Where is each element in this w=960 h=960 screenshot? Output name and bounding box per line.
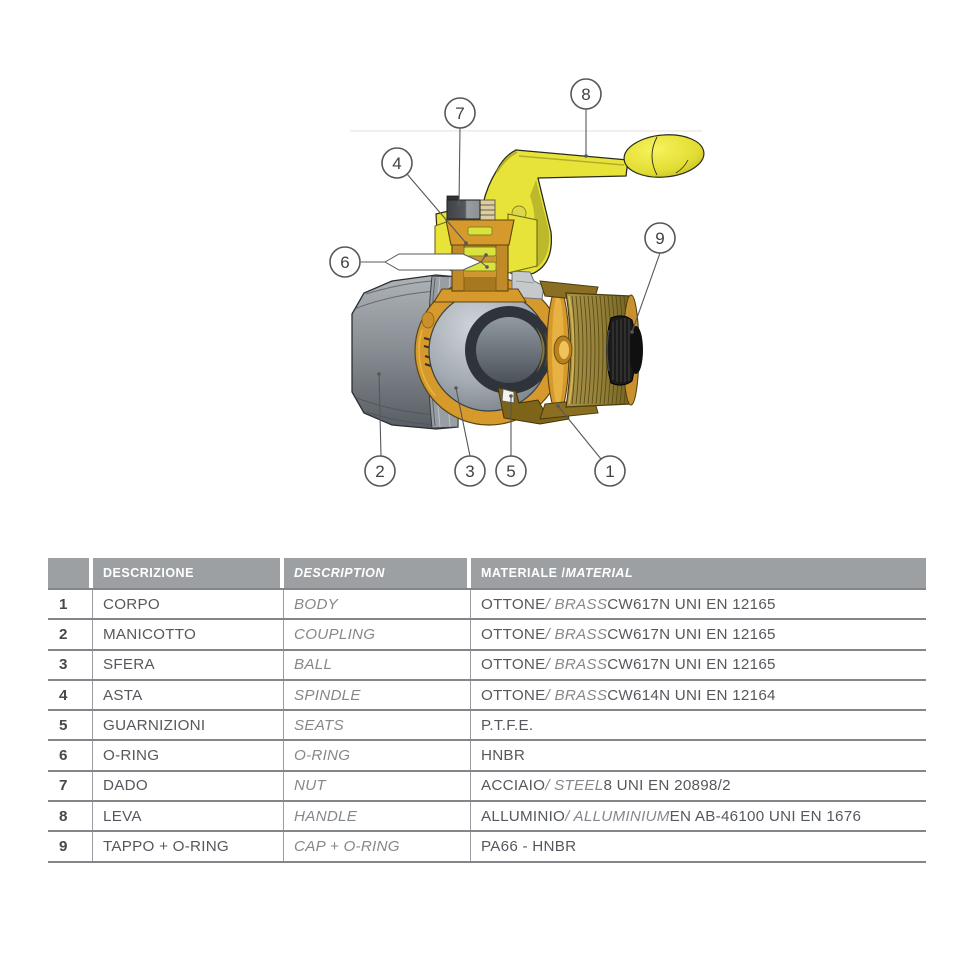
text-segment: / BRASS	[545, 656, 608, 674]
cell-descrizione: O-RING	[93, 741, 284, 769]
nut	[447, 196, 480, 219]
callout-label-5: 5	[506, 462, 516, 481]
text-segment: CW614N UNI EN 12164	[607, 686, 776, 704]
callout-label-1: 1	[605, 462, 615, 481]
cell-description: HANDLE	[284, 802, 471, 830]
text-segment: ACCIAIO	[481, 777, 546, 795]
callout-label-8: 8	[581, 85, 591, 104]
text-segment: / BRASS	[545, 686, 608, 704]
table-row	[48, 590, 926, 620]
cell-material	[471, 741, 926, 769]
parts-table	[48, 558, 926, 863]
table-row	[48, 711, 926, 741]
table-row	[48, 832, 926, 862]
cell-description: CAP + O-RING	[284, 832, 471, 860]
cell-description: BODY	[284, 590, 471, 618]
table-row	[48, 772, 926, 802]
text-segment: MATERIALE /	[481, 566, 566, 580]
cell-descrizione: SFERA	[93, 651, 284, 679]
callout-label-7: 7	[455, 104, 465, 123]
text-segment: CW617N UNI EN 12165	[607, 595, 776, 613]
cell-descrizione: GUARNIZIONI	[93, 711, 284, 739]
text-segment: CW617N UNI EN 12165	[607, 656, 776, 674]
cell-description: SEATS	[284, 711, 471, 739]
text-segment: CW617N UNI EN 12165	[607, 625, 776, 643]
cell-number: 8	[48, 802, 93, 830]
text-segment: PA66 - HNBR	[481, 838, 577, 856]
cell-number: 9	[48, 832, 93, 860]
cell-number: 4	[48, 681, 93, 709]
callout-label-2: 2	[375, 462, 385, 481]
text-segment: OTTONE	[481, 625, 546, 643]
cell-descrizione: TAPPO + O-RING	[93, 832, 284, 860]
table-header-row	[48, 558, 926, 590]
callout-label-6: 6	[340, 253, 350, 272]
cell-material	[471, 832, 926, 860]
text-segment: / BRASS	[545, 595, 608, 613]
text-segment: 8 UNI EN 20898/2	[603, 777, 731, 795]
callout-6-pointer	[385, 254, 481, 270]
cell-description: O-RING	[284, 741, 471, 769]
header-materiale	[471, 558, 926, 588]
cell-description: NUT	[284, 772, 471, 800]
text-segment: MATERIAL	[565, 566, 634, 580]
text-segment: ALLUMINIO	[481, 807, 566, 825]
cell-descrizione: CORPO	[93, 590, 284, 618]
table-row	[48, 620, 926, 650]
cell-material	[471, 711, 926, 739]
header-description: DESCRIPTION	[284, 558, 471, 588]
cell-number: 7	[48, 772, 93, 800]
cell-material	[471, 651, 926, 679]
table-row	[48, 741, 926, 771]
text-segment: / STEEL	[545, 777, 604, 795]
text-segment: P.T.F.E.	[481, 716, 534, 734]
text-segment: OTTONE	[481, 656, 546, 674]
cell-descrizione: DADO	[93, 772, 284, 800]
cell-description: COUPLING	[284, 620, 471, 648]
text-segment: / BRASS	[545, 625, 608, 643]
table-row	[48, 802, 926, 832]
table-row	[48, 681, 926, 711]
callout-label-9: 9	[655, 229, 665, 248]
cell-number: 5	[48, 711, 93, 739]
parts-table-body	[48, 590, 926, 863]
text-segment: OTTONE	[481, 595, 546, 613]
cell-number: 6	[48, 741, 93, 769]
table-row	[48, 651, 926, 681]
callout-label-3: 3	[465, 462, 475, 481]
text-segment: HNBR	[481, 747, 526, 765]
cell-descrizione: LEVA	[93, 802, 284, 830]
cell-description: BALL	[284, 651, 471, 679]
text-segment: OTTONE	[481, 686, 546, 704]
cell-descrizione: MANICOTTO	[93, 620, 284, 648]
cell-material	[471, 620, 926, 648]
header-descrizione: DESCRIZIONE	[93, 558, 284, 588]
text-segment: / ALLUMINIUM	[565, 807, 670, 825]
cell-number: 1	[48, 590, 93, 618]
header-num	[48, 558, 93, 588]
cell-material	[471, 802, 926, 830]
cell-material	[471, 590, 926, 618]
cell-number: 2	[48, 620, 93, 648]
cell-description: SPINDLE	[284, 681, 471, 709]
text-segment: EN AB-46100 UNI EN 1676	[669, 807, 862, 825]
handle-grip-ball	[622, 132, 705, 181]
cell-material	[471, 681, 926, 709]
cell-material	[471, 772, 926, 800]
callout-label-4: 4	[392, 154, 402, 173]
cell-descrizione: ASTA	[93, 681, 284, 709]
cell-number: 3	[48, 651, 93, 679]
